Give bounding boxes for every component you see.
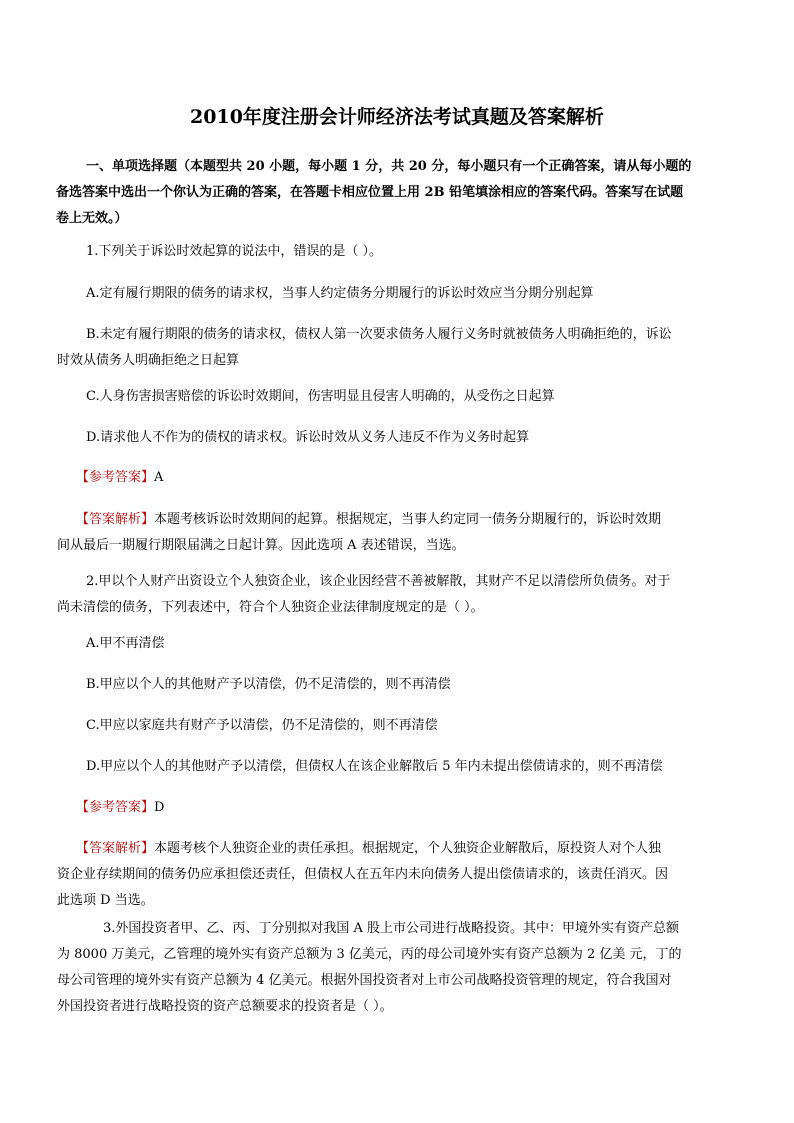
question-1-option-d: D.请求他人不作为的债权的请求权。诉讼时效从义务人违反不作为义务时起算 [86,430,530,445]
question-2-option-a: A.甲不再清偿 [86,636,165,651]
analysis-text: 本题考核诉讼时效期间的起算。根据规定，当事人约定同一债务分期履行的，诉讼时效期 [154,512,662,527]
question-1-stem: 1.下列关于诉讼时效起算的说法中，错误的是（ ）。 [86,244,383,259]
answer-label: 【参考答案】 [76,470,155,485]
question-1-option-c: C.人身伤害损害赔偿的诉讼时效期间，伤害明显且侵害人明确的，从受伤之日起算 [86,389,555,404]
answer-value: D [154,800,165,815]
analysis-text: 本题考核个人独资企业的责任承担。根据规定，个人独资企业解散后，原投资人对个人独 [154,841,662,856]
section-heading [56,154,716,232]
question-1-option-b [57,322,716,374]
analysis-line [76,507,706,533]
analysis-line: 间从最后一期履行期限届满之日起计算。因此选项 A 表述错误，当选。 [57,538,465,553]
stem-line: 3.外国投资者甲、乙、丙、丁分别拟对我国 A 股上市公司进行战略投资。其中：甲境外实有资产总额 [103,921,680,936]
analysis-label: 【答案解析】 [76,512,155,527]
answer-label: 【参考答案】 [76,800,155,815]
section-heading-line: 卷上无效。） [56,211,128,226]
question-3-stem [57,916,733,1020]
stem-line: 外国投资者进行战略投资的资产总额要求的投资者是（ ）。 [57,999,393,1014]
question-2-option-d: D.甲应以个人的其他财产予以清偿，但债权人在该企业解散后 5 年内未提出偿债请求的，则不再清偿 [86,759,663,774]
stem-line: 为 8000 万美元，乙管理的境外实有资产总额为 3 亿美元，丙的母公司境外实有资产总额为 2 亿美 元，丁的 [57,947,682,962]
question-2-option-b: B.甲应以个人的其他财产予以清偿，仍不足清偿的，则不再清偿 [86,677,451,692]
question-1-answer [76,465,706,491]
question-2-option-c: C.甲应以家庭共有财产予以清偿，仍不足清偿的，则不再清偿 [86,718,438,733]
option-line: B.未定有履行期限的债务的请求权，债权人第一次要求债务人履行义务时就被债务人明确拒绝的，诉讼 [86,327,672,342]
question-2-analysis [57,836,706,914]
analysis-line: 资企业存续期间的债务仍应承担偿还责任，但债权人在五年内未向债务人提出偿债请求的，该责任消灭。因 [57,867,669,882]
question-2-stem [57,569,716,621]
stem-line: 2.甲以个人财产出资设立个人独资企业，该企业因经营不善被解散，其财产不足以清偿所负债务。对于 [86,574,671,589]
question-1-analysis [57,507,706,559]
answer-value: A [154,470,164,485]
option-line: 时效从债务人明确拒绝之日起算 [57,353,240,368]
stem-line: 母公司管理的境外实有资产总额为 4 亿美元。根据外国投资者对上市公司战略投资管理的规定，符合我国对 [57,973,672,988]
stem-line: 尚未清偿的债务，下列表述中，符合个人独资企业法律制度规定的是（ ）。 [57,600,484,615]
document-title: 2010年度注册会计师经济法考试真题及答案解析 [190,106,604,128]
question-1-option-a: A.定有履行期限的债务的请求权，当事人约定债务分期履行的诉讼时效应当分期分别起算 [86,286,594,301]
section-heading-line: 一、单项选择题（本题型共 20 小题，每小题 1 分，共 20 分，每小题只有一个正确答案，请从每小题的 [86,159,692,174]
question-2-answer [76,795,706,821]
analysis-line [76,836,706,862]
analysis-label: 【答案解析】 [76,841,155,856]
analysis-line: 此选项 D 当选。 [57,893,154,908]
section-heading-line: 备选答案中选出一个你认为正确的答案，在答题卡相应位置上用 2B 铅笔填涂相应的答案代码。答案写在试题 [56,185,684,200]
